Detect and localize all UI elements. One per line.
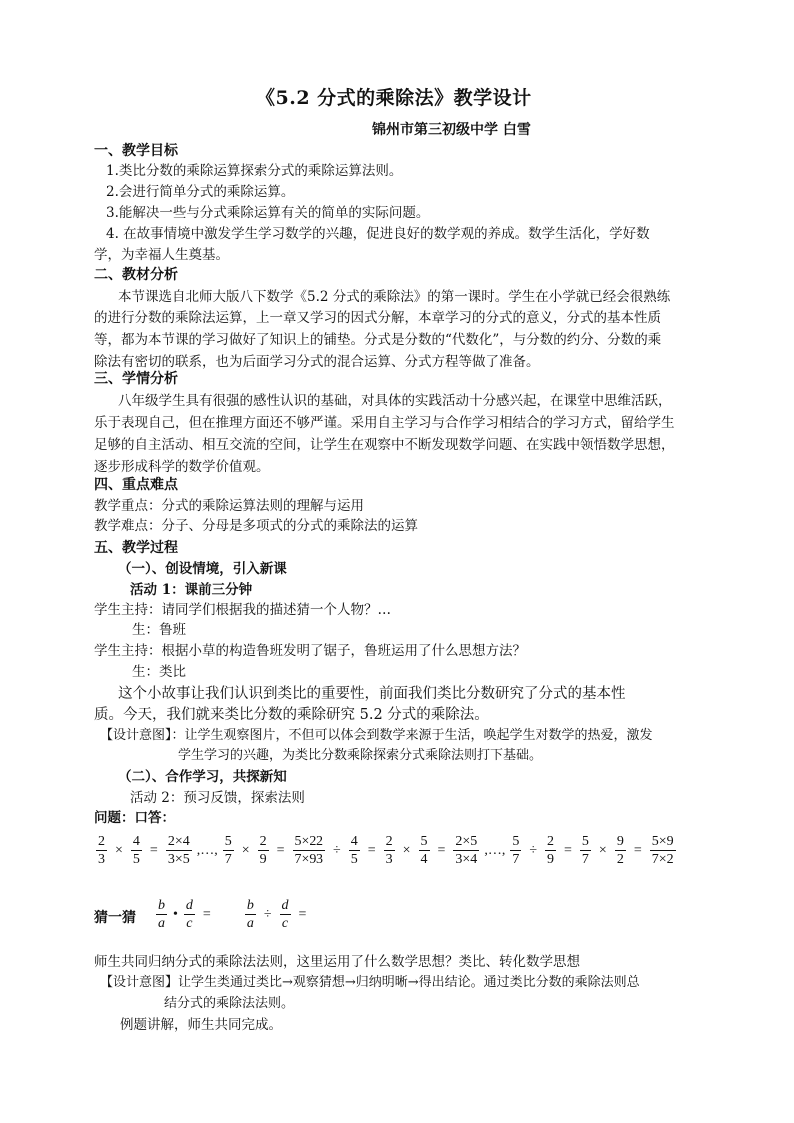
equals-sign: = — [564, 842, 572, 858]
section-heading-materials: 二、教材分析 — [94, 267, 178, 283]
fraction: $\frac{d}{c}$ — [185, 898, 193, 931]
objective-item: 学，为幸福人生奠基。 — [94, 247, 229, 263]
equals-sign: = — [367, 842, 376, 858]
dot-operator: • — [173, 906, 178, 922]
times-sign: × — [402, 842, 411, 858]
times-sign: × — [241, 842, 250, 858]
fraction: $\frac{4}{5}$ — [132, 834, 140, 867]
fraction: $\frac{9}{2}$ — [616, 834, 624, 867]
design-intent: 【设计意图】：让学生观察图片，不但可以体会到数学来源于生活，唤起学生对数学的热爱，激发 — [100, 728, 653, 743]
paragraph-line: 八年级学生具有很强的感性认识的基础，对具体的实践活动十分感兴起，在课堂中思维活跃， — [118, 393, 672, 409]
fraction: $\frac{2}{3}$ — [98, 834, 105, 867]
document-title: 《5.2 分式的乘除法》教学设计 — [256, 87, 532, 109]
equals-sign: = — [202, 906, 211, 922]
guess-expression — [155, 897, 309, 932]
dialogue-line: 生：鲁班 — [132, 622, 186, 638]
fraction: $\frac{5}{7}$ — [512, 834, 520, 867]
divide-sign: ÷ — [529, 842, 537, 858]
design-intent: 【设计意图】让学生类通过类比→观察猜想→归纳明晰→得出结论。通过类比分数的乘除法则总 — [100, 975, 640, 990]
story-line: 这个小故事让我们认识到类比的重要性，前面我们类比分数研究了分式的基本性 — [118, 686, 626, 702]
example-line: 例题讲解，师生共同完成。 — [120, 1017, 282, 1033]
fraction: $\frac{5}{7}$ — [224, 834, 232, 867]
objective-item: 3.能解决一些与分式乘除运算有关的简单的实际问题。 — [106, 205, 430, 221]
paragraph-line: 等，都为本节课的学习做好了知识上的铺垫。分式是分数的“代数化”，与分数的约分、分数的乘 — [94, 332, 662, 348]
difficulty-line: 教学难点：分子、分母是多项式的分式的乘除法的运算 — [94, 518, 418, 534]
fraction: $\frac{d}{c}$ — [281, 898, 289, 931]
divide-sign: ÷ — [333, 842, 341, 858]
dialogue-line: 学生主持：请同学们根据我的描述猜一个人物？… — [94, 602, 391, 618]
fraction-examples — [95, 833, 319, 868]
subsection-heading: （二）、合作学习，共探新知 — [118, 769, 287, 785]
paragraph-line: 逐步形成科学的数学价值观。 — [94, 459, 270, 475]
equals-sign: = — [437, 842, 446, 858]
ellipsis: ,…, — [484, 842, 506, 858]
question-label: 问题：口答： — [94, 810, 175, 826]
equals-sign: = — [276, 842, 285, 858]
fraction: $\frac{2}{3}$ — [316, 834, 323, 867]
paragraph-line: 的进行分数的乘除法运算，上一章又学习的因式分解，本章学习的分式的意义，分式的基本性质 — [94, 310, 661, 326]
design-intent: 结分式的乘除法法则。 — [164, 996, 295, 1011]
paragraph-line: 除法有密切的联系，也为后面学习分式的混合运算、分式方程等做了准备。 — [94, 354, 540, 370]
dialogue-line: 生：类比 — [132, 664, 186, 680]
dialogue-line: 学生主持：根据小草的构造鲁班发明了锯子，鲁班运用了什么思想方法？ — [94, 643, 526, 659]
section-heading-objectives: 一、教学目标 — [94, 143, 178, 159]
design-intent: 学生学习的兴趣，为类比分数乘除探索分式乘除法则打下基础。 — [178, 748, 543, 763]
fraction: $\frac{b}{a}$ — [158, 898, 165, 931]
times-sign: × — [115, 842, 123, 858]
activity-label: 活动 1：课前三分钟 — [130, 582, 253, 598]
focus-line: 教学重点：分式的乘除运算法则的理解与运用 — [94, 498, 364, 514]
objective-item: 1.类比分数的乘除运算探索分式的乘除运算法则。 — [106, 163, 403, 179]
equals-sign: = — [633, 842, 642, 858]
objective-item: 4. 在故事情境中激发学生学习数学的兴趣，促进良好的数学观的养成。数学生活化，学好数 — [106, 226, 650, 242]
divide-sign: ÷ — [263, 906, 272, 922]
section-heading-focus: 四、重点难点 — [94, 477, 178, 493]
summary-line: 师生共同归纳分式的乘除法法则，这里运用了什么数学思想？类比、转化数学思想 — [94, 954, 580, 970]
equals-sign: = — [149, 842, 158, 858]
fraction: $\frac{b}{a}$ — [246, 898, 254, 931]
equals-sign: = — [298, 906, 307, 922]
fraction: $\frac{5}{4}$ — [420, 834, 428, 867]
paragraph-line: 本节课选自北师大版八下数学《5.2 分式的乘除法》的第一课时。学生在小学就已经会很熟练 — [118, 289, 671, 305]
story-line: 质。今天，我们就来类比分数的乘除研究 5.2 分式的乘除法。 — [94, 707, 489, 723]
fraction: $\frac{2}{9}$ — [547, 834, 554, 867]
fraction: $\frac{5\times 2}{7\times 9}$ — [294, 834, 317, 867]
paragraph-line: 乐于表现自己，但在推理方面还不够严谨。采用自主学习与合作学习相结合的学习方式，留给学生 — [94, 415, 675, 431]
fraction: $\frac{2\times 4}{3\times 5}$ — [167, 834, 190, 867]
author-line: 锦州市第三初级中学 白雪 — [372, 122, 531, 138]
section-heading-students: 三、学情分析 — [94, 371, 178, 387]
fraction: $\frac{5}{7}$ — [581, 834, 589, 867]
times-sign: × — [598, 842, 607, 858]
subsection-heading: （一）、创设情境，引入新课 — [118, 561, 287, 577]
fraction: $\frac{2}{9}$ — [259, 834, 267, 867]
section-heading-process: 五、教学过程 — [94, 540, 178, 556]
activity-label: 活动 2：预习反馈，探索法则 — [130, 790, 305, 806]
fraction-division-examples — [313, 833, 677, 868]
fraction: $\frac{4}{5}$ — [350, 834, 358, 867]
objective-item: 2.会进行简单分式的乘除运算。 — [106, 184, 295, 200]
fraction: $\frac{5\times 9}{7\times 2}$ — [651, 834, 674, 867]
fraction: $\frac{2\times 5}{3\times 4}$ — [455, 834, 478, 867]
fraction: $\frac{2}{3}$ — [385, 834, 393, 867]
ellipsis: ,…, — [196, 842, 218, 858]
paragraph-line: 足够的自主活动、相互交流的空间，让学生在观察中不断发现数学问题、在实践中领悟数学思想， — [94, 437, 675, 453]
guess-label: 猜一猜 — [94, 910, 136, 926]
